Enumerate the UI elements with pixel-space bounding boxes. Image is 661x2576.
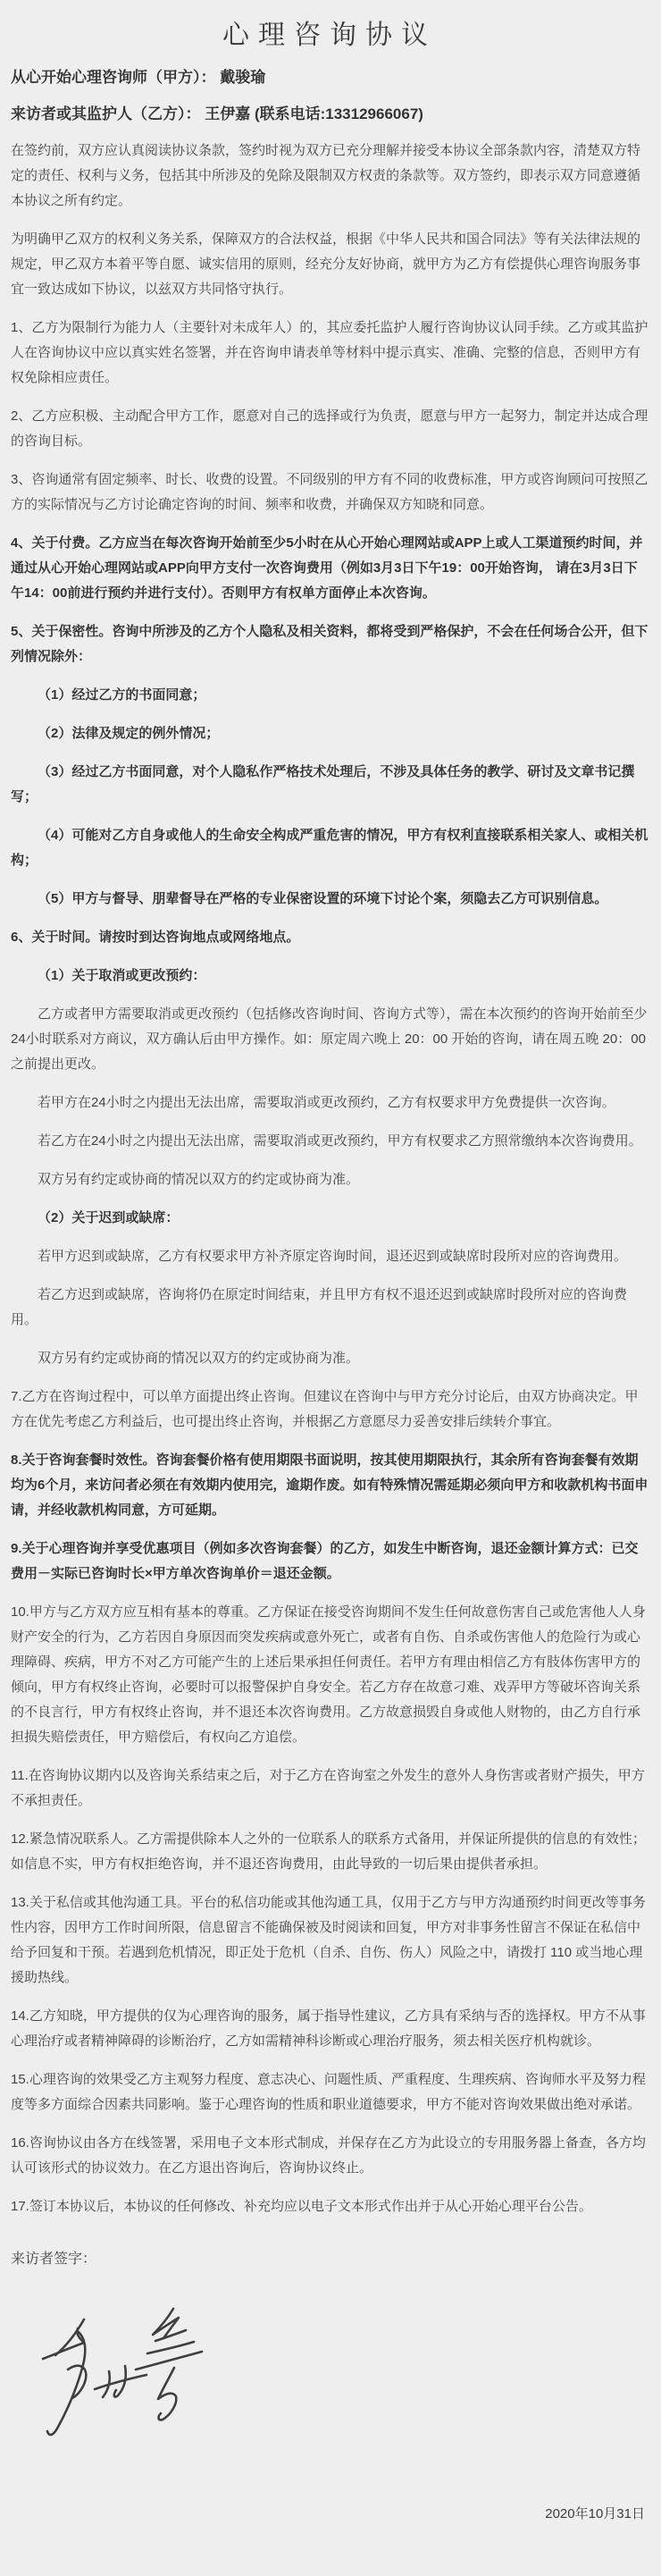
agreement-clause: 若甲方迟到或缺席，乙方有权要求甲方补齐原定咨询时间，退还迟到或缺席时段所对应的咨询费用。 <box>38 1249 628 1264</box>
agreement-clause: 双方另有约定或协商的情况以双方的约定或协商为准。 <box>38 1351 360 1366</box>
agreement-clause: 4、关于付费。乙方应当在每次咨询开始前至少5小时在从心开始心理网站或APP上或人工渠道预约时间，并通过从心开始心理网站或APP向甲方支付一次咨询费用（例如3月3日下午19：00开始咨询， 请在3月3日下午14：00前进行预约并进行支付）。否则甲方有权单方面停止本次咨询。 <box>11 535 643 601</box>
visitor-signature-area <box>34 2293 648 2462</box>
visitor-signature-label: 来访者签字： <box>11 2252 97 2267</box>
agreement-clause: 5、关于保密性。咨询中所涉及的乙方个人隐私及相关资料，都将受到严格保护，不会在任何场合公开，但下列情况除外： <box>11 624 648 664</box>
agreement-clause: 13.关于私信或其他沟通工具。平台的私信功能或其他沟通工具，仅用于乙方与甲方沟通预约时间更改等事务性内容，因甲方工作时间所限，信息留言不能确保被及时阅读和回复，甲方对非事务性留言不保证在私信中给予回复和干预。若遇到危机情况，即正处于危机（自杀、自伤、伤人）风险之中，请拨打 110 或当地心理援助热线。 <box>11 1895 646 1985</box>
agreement-clause: 7.乙方在咨询过程中，可以单方面提出终止咨询。但建议在咨询中与甲方充分讨论后，由双方协商决定。甲方在优先考虑乙方利益后，也可提出终止咨询，并根据乙方意愿尽力妥善安排后续转介事宜。 <box>11 1389 639 1429</box>
agreement-clause: （2）关于迟到或缺席： <box>38 1210 180 1225</box>
agreement-clause: 若乙方迟到或缺席，咨询将仍在原定时间结束，并且甲方有权不退还迟到或缺席时段所对应的咨询费用。 <box>11 1287 628 1327</box>
agreement-clause: 3、咨询通常有固定频率、时长、收费的设置。不同级别的甲方有不同的收费标准，甲方或咨询顾问可按照乙方的实际情况与乙方讨论确定咨询的时间、频率和收费，并确保双方知晓和同意。 <box>11 472 648 512</box>
agreement-clause: 9.关于心理咨询并享受优惠项目（例如多次咨询套餐）的乙方，如发生中断咨询，退还金额计算方式：已交费用－实际已咨询时长×甲方单次咨询单价＝退还金额。 <box>11 1541 639 1581</box>
agreement-clause: 乙方或者甲方需要取消或更改预约（包括修改咨询时间、咨询方式等），需在本次预约的咨询开始前至少24小时联系对方商议，双方确认后由甲方操作。如：原定周六晚上 20：00 开始的咨询，请在周五晚 20：00 之前提出更改。 <box>11 1006 648 1072</box>
agreement-clause: （3）经过乙方书面同意，对个人隐私作严格技术处理后，不涉及具体任务的教学、研讨及文章书记撰写； <box>11 764 635 804</box>
agreement-clause: 17.签订本协议后，本协议的任何修改、补充均应以电子文本形式作出并于从心开始心理平台公告。 <box>11 2199 592 2214</box>
page-title: 心理咨询协议 <box>222 21 437 50</box>
document-date: 2020年10月31日 <box>545 2506 645 2522</box>
agreement-clause: 若甲方在24小时之内提出无法出席，需要取消或更改预约，乙方有权要求甲方免费提供一次咨询。 <box>38 1095 615 1110</box>
agreement-clause: 2、乙方应积极、主动配合甲方工作，愿意对自己的选择或行为负责，愿意与甲方一起努力，制定并达成合理的咨询目标。 <box>11 408 648 449</box>
agreement-clause: 为明确甲乙双方的权利义务关系，保障双方的合法权益，根据《中华人民共和国合同法》等有关法律法规的规定，甲乙双方本着平等自愿、诚实信用的原则，经充分友好协商，就甲方为乙方有偿提供心理咨询服务事宜一致达成如下协议，以兹双方共同恪守执行。 <box>11 232 641 297</box>
party-a-line: 从心开始心理咨询师（甲方）： 戴骏瑜 <box>11 69 266 86</box>
agreement-clause: 14.乙方知晓，甲方提供的仅为心理咨询的服务，属于指导性建议，乙方具有采纳与否的选择权。甲方不从事心理治疗或者精神障碍的诊断治疗，乙方如需精神科诊断或心理治疗服务，须去相关医疗机构就诊。 <box>11 2008 646 2049</box>
agreement-clause: 在签约前，双方应认真阅读协议条款，签约时视为双方已充分理解并接受本协议全部条款内容，清楚双方特定的责任、权利与义务，包括其中所涉及的免除及限制双方权责的条款等。双方签约，即表示双方同意遵循本协议之所有约定。 <box>11 143 641 208</box>
agreement-clause: （5）甲方与督导、朋辈督导在严格的专业保密设置的环境下讨论个案，须隐去乙方可识别信息。 <box>38 891 608 906</box>
agreement-clause: （1）关于取消或更改预约： <box>38 968 206 983</box>
agreement-clause: 6、关于时间。请按时到达咨询地点或网络地点。 <box>11 930 300 945</box>
agreement-clause: 10.甲方与乙方双方应互相有基本的尊重。乙方保证在接受咨询期间不发生任何故意伤害自己或危害他人人身财产安全的行为，乙方若因自身原因而突发疾病或意外死亡，或者有自伤、自杀或伤害他人的危险行为或心理障碍、疾病，甲方不对乙方可能产生的上述后果承担任何责任。若甲方有理由相信乙方有肢体伤害甲方的倾向，甲方有权终止咨询，必要时可以报警保护自身安全。若乙方存在故意刁难、戏弄甲方等破坏咨询关系的不良言行，甲方有权终止咨询，并不退还本次咨询费用。乙方故意损毁自身或他人财物的，由乙方自行承担损失赔偿责任，甲方赔偿后，有权向乙方追偿。 <box>11 1604 646 1745</box>
agreement-clause: （2）法律及规定的例外情况； <box>38 726 220 741</box>
agreement-clause: 1、乙方为限制行为能力人（主要针对未成年人）的，其应委托监护人履行咨询协议认同手续。乙方或其监护人在咨询协议中应以真实姓名签署，并在咨询申请表单等材料中提示真实、准确、完整的信息，否则甲方有权免除相应责任。 <box>11 320 648 385</box>
agreement-clause: 16.咨询协议由各方在线签署，采用电子文本形式制成，并保存在乙方为此设立的专用服务器上备查，各方均认可该形式的协议效力。在乙方退出咨询后，咨询协议终止。 <box>11 2135 646 2176</box>
agreement-clause: 15.心理咨询的效果受乙方主观努力程度、意志决心、问题性质、严重程度、生理疾病、咨询师水平及努力程度等多方面综合因素共同影响。鉴于心理咨询的性质和职业道德要求，甲方不能对咨询效果做出绝对承诺。 <box>11 2072 646 2112</box>
agreement-clause: 8.关于咨询套餐时效性。咨询套餐价格有使用期限书面说明，按其使用期限执行，其余所有咨询套餐有效期均为6个月，来访问者必须在有效期内使用完，逾期作废。如有特殊情况需延期必须向甲方和收款机构书面申请，并经收款机构同意，方可延期。 <box>11 1452 648 1518</box>
party-b-line: 来访者或其监护人（乙方）： 王伊嘉 (联系电话:13312966067) <box>11 105 423 122</box>
agreement-clause: （4）可能对乙方自身或他人的生命安全构成严重危害的情况，甲方有权利直接联系相关家人、或相关机构； <box>11 828 648 868</box>
agreement-clause: 若乙方在24小时之内提出无法出席，需要取消或更改预约，甲方有权要求乙方照常缴纳本次咨询费用。 <box>38 1133 642 1149</box>
agreement-clause: 11.在咨询协议期内以及咨询关系结束之后，对于乙方在咨询室之外发生的意外人身伤害或者财产损失，甲方不承担责任。 <box>11 1768 645 1808</box>
agreement-clause: 12.紧急情况联系人。乙方需提供除本人之外的一位联系人的联系方式备用，并保证所提供的信息的有效性；如信息不实，甲方有权拒绝咨询，并不退还咨询费用，由此导致的一切后果由提供者承担。 <box>11 1831 646 1872</box>
visitor-signature-handwriting <box>34 2293 239 2458</box>
agreement-clause: （1）经过乙方的书面同意； <box>38 687 206 703</box>
agreement-clauses <box>11 139 648 2219</box>
agreement-clause: 双方另有约定或协商的情况以双方的约定或协商为准。 <box>38 1172 360 1187</box>
